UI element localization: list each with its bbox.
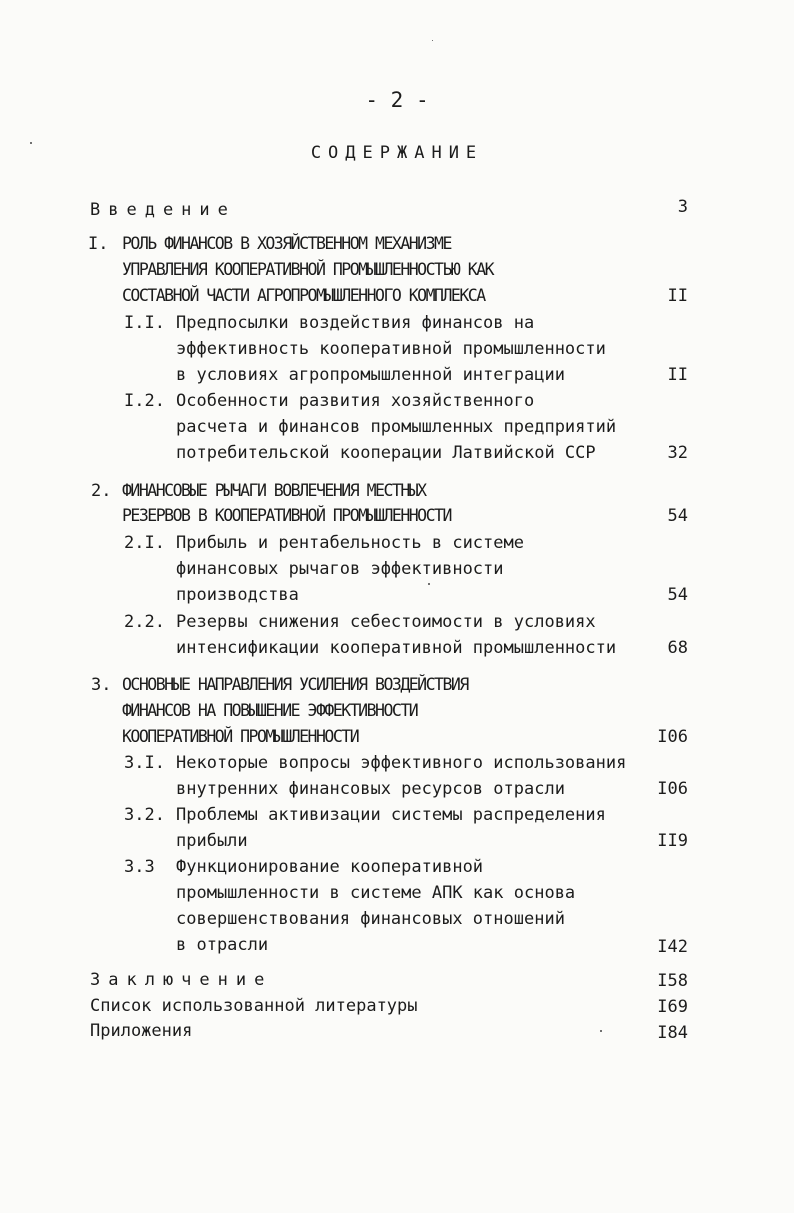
section-3-1-line-2: внутренних финансовых ресурсов отрасли	[176, 779, 565, 799]
section-3-3-line-3: совершенствования финансовых отношений	[176, 909, 565, 929]
section-2-1-line-2: финансовых рычагов эффективности	[176, 559, 504, 579]
appendix-page: I84	[657, 1023, 688, 1043]
chapter-2-page: 54	[667, 506, 688, 526]
section-3-2-number: 3.2.	[124, 805, 165, 825]
chapter-2-number: 2.	[91, 481, 112, 501]
toc-title: СОДЕРЖАНИЕ	[310, 143, 484, 163]
section-2-2-line-1: Резервы снижения себестоимости в условиях	[176, 612, 596, 632]
section-3-1-line-1: Некоторые вопросы эффективного использования	[176, 753, 627, 773]
section-1-2-line-2: расчета и финансов промышленных предприятий	[176, 417, 617, 437]
scan-speck	[600, 1030, 602, 1032]
chapter-3-number: 3.	[91, 675, 112, 695]
section-1-1-line-1: Предпосылки воздействия финансов на	[176, 313, 535, 333]
section-3-1-page: I06	[657, 779, 688, 799]
section-2-1-number: 2.I.	[124, 533, 165, 553]
section-2-2-page: 68	[667, 638, 688, 658]
section-2-2-line-2: интенсификации кооперативной промышленности	[176, 638, 617, 658]
section-3-3-line-1: Функционирование кооперативной	[176, 857, 484, 877]
scan-speck	[432, 40, 433, 41]
appendix-label: Приложения	[90, 1021, 193, 1041]
chapter-3-title-line-3: КООПЕРАТИВНОЙ ПРОМЫШЛЕННОСТИ	[122, 727, 359, 746]
section-2-1-line-3: производства	[176, 585, 299, 605]
chapter-1-number: I.	[88, 234, 109, 254]
section-3-2-page: II9	[657, 831, 688, 851]
section-3-3-number: 3.3	[124, 857, 155, 877]
section-3-3-line-2: промышленности в системе АПК как основа	[176, 883, 576, 903]
chapter-1-title-line-1: РОЛЬ ФИНАНСОВ В ХОЗЯЙСТВЕННОМ МЕХАНИЗМЕ	[122, 234, 451, 253]
chapter-1-title-line-3: СОСТАВНОЙ ЧАСТИ АГРОПРОМЫШЛЕННОГО КОМПЛЕКСА	[122, 286, 485, 305]
chapter-3-page: I06	[657, 727, 688, 747]
page-number: - 2 -	[365, 88, 429, 112]
toc-intro-label: Введение	[90, 200, 236, 220]
section-3-3-page: I42	[657, 937, 688, 957]
section-2-1-page: 54	[667, 585, 688, 605]
literature-page: I69	[657, 997, 688, 1017]
section-3-2-line-1: Проблемы активизации системы распределения	[176, 805, 606, 825]
section-1-1-line-3: в условиях агропромышленной интеграции	[176, 365, 565, 385]
toc-intro-page: 3	[677, 197, 688, 217]
section-2-2-number: 2.2.	[124, 612, 165, 632]
chapter-1-title-line-2: УПРАВЛЕНИЯ КООПЕРАТИВНОЙ ПРОМЫШЛЕННОСТЬЮ КАК	[122, 260, 494, 279]
scan-speck	[428, 583, 430, 585]
chapter-3-title-line-2: ФИНАНСОВ НА ПОВЫШЕНИЕ ЭФФЕКТИВНОСТИ	[122, 701, 418, 720]
conclusion-label: Заключение	[90, 970, 273, 990]
chapter-1-page: II	[667, 286, 688, 306]
section-3-1-number: 3.I.	[124, 753, 165, 773]
section-1-2-page: 32	[667, 443, 688, 463]
section-1-1-line-2: эффективность кооперативной промышленности	[176, 339, 606, 359]
chapter-2-title-line-1: ФИНАНСОВЫЕ РЫЧАГИ ВОВЛЕЧЕНИЯ МЕСТНЫХ	[122, 481, 426, 500]
scan-speck	[30, 142, 32, 144]
section-1-1-page: II	[667, 365, 688, 385]
section-3-2-line-2: прибыли	[176, 831, 248, 851]
section-2-1-line-1: Прибыль и рентабельность в системе	[176, 533, 524, 553]
section-1-2-line-3: потребительской кооперации Латвийской ССР	[176, 443, 596, 463]
section-1-2-line-1: Особенности развития хозяйственного	[176, 391, 535, 411]
conclusion-page: I58	[657, 971, 688, 991]
section-1-1-number: I.I.	[124, 313, 165, 333]
chapter-3-title-line-1: ОСНОВНЫЕ НАПРАВЛЕНИЯ УСИЛЕНИЯ ВОЗДЕЙСТВИЯ	[122, 675, 468, 694]
literature-label: Список использованной литературы	[90, 996, 418, 1016]
section-3-3-line-4: в отрасли	[176, 935, 269, 955]
chapter-2-title-line-2: РЕЗЕРВОВ В КООПЕРАТИВНОЙ ПРОМЫШЛЕННОСТИ	[122, 506, 451, 525]
section-1-2-number: I.2.	[124, 391, 165, 411]
